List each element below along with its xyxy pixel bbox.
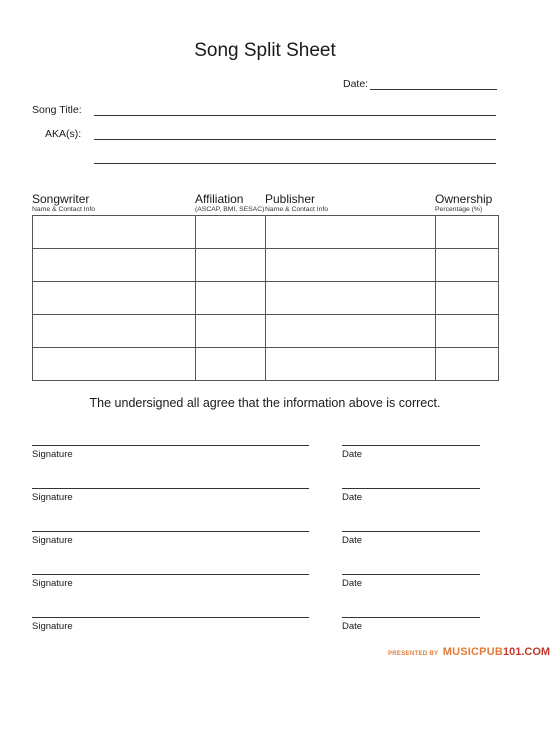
date-line[interactable] xyxy=(342,531,480,532)
date-field-label: Date xyxy=(342,492,363,503)
date-field-label: Date xyxy=(342,535,363,546)
header-ownership xyxy=(435,192,492,213)
songwriter-cell[interactable] xyxy=(33,315,196,348)
header-affiliation-sub: (ASCAP, BMI, SESAC) xyxy=(195,206,265,213)
date-field-label: Date xyxy=(342,449,363,460)
publisher-cell[interactable] xyxy=(266,348,436,381)
song-title-field[interactable] xyxy=(94,115,496,116)
brand-name: MUSICPUB xyxy=(442,646,504,658)
table-row xyxy=(33,249,499,282)
signature-label: Signature xyxy=(32,492,73,503)
ownership-cell[interactable] xyxy=(436,315,499,348)
ownership-cell[interactable] xyxy=(436,282,499,315)
table-row xyxy=(33,315,499,348)
header-songwriter-sub: Name & Contact Info xyxy=(32,206,96,213)
signature-label: Signature xyxy=(32,578,73,589)
brand-domain: 101.COM xyxy=(503,646,550,658)
affiliation-cell[interactable] xyxy=(196,216,266,249)
header-ownership-sub: Percentage (%) xyxy=(435,206,483,213)
page-title: Song Split Sheet xyxy=(194,40,336,61)
table-row xyxy=(33,348,499,381)
aka-field-2[interactable] xyxy=(94,163,496,164)
affiliation-cell[interactable] xyxy=(196,348,266,381)
header-publisher xyxy=(265,192,328,213)
publisher-cell[interactable] xyxy=(266,315,436,348)
signature-label: Signature xyxy=(32,535,73,546)
header-affiliation-label: Affiliation xyxy=(195,192,244,206)
songwriter-cell[interactable] xyxy=(33,249,196,282)
ownership-cell[interactable] xyxy=(436,216,499,249)
header-affiliation xyxy=(195,192,264,213)
table-row xyxy=(33,282,499,315)
date-line[interactable] xyxy=(342,617,480,618)
header-publisher-label: Publisher xyxy=(265,192,316,206)
songwriter-cell[interactable] xyxy=(33,282,196,315)
signature-line[interactable] xyxy=(32,445,309,446)
table-row xyxy=(33,216,499,249)
date-label: Date: xyxy=(343,78,369,90)
signature-label: Signature xyxy=(32,449,73,460)
date-field-label: Date xyxy=(342,578,363,589)
split-table xyxy=(32,215,499,381)
date-line[interactable] xyxy=(342,488,480,489)
date-field[interactable] xyxy=(370,89,497,90)
songwriter-cell[interactable] xyxy=(33,348,196,381)
affiliation-cell[interactable] xyxy=(196,249,266,282)
date-line[interactable] xyxy=(342,574,480,575)
date-line[interactable] xyxy=(342,445,480,446)
publisher-cell[interactable] xyxy=(266,249,436,282)
publisher-cell[interactable] xyxy=(266,282,436,315)
aka-label: AKA(s): xyxy=(45,128,82,140)
affiliation-cell[interactable] xyxy=(196,315,266,348)
signature-line[interactable] xyxy=(32,574,309,575)
signature-line[interactable] xyxy=(32,488,309,489)
header-songwriter-label: Songwriter xyxy=(32,192,90,206)
songwriter-cell[interactable] xyxy=(33,216,196,249)
header-songwriter xyxy=(32,192,95,213)
signature-line[interactable] xyxy=(32,531,309,532)
ownership-cell[interactable] xyxy=(436,249,499,282)
brand-prefix: PRESENTED BY xyxy=(388,651,439,657)
signature-line[interactable] xyxy=(32,617,309,618)
publisher-cell[interactable] xyxy=(266,216,436,249)
header-ownership-label: Ownership xyxy=(435,192,493,206)
header-publisher-sub: Name & Contact Info xyxy=(265,206,329,213)
aka-field-1[interactable] xyxy=(94,139,496,140)
ownership-cell[interactable] xyxy=(436,348,499,381)
brand-logo xyxy=(388,642,550,660)
affiliation-cell[interactable] xyxy=(196,282,266,315)
signature-label: Signature xyxy=(32,621,73,632)
agreement-text: The undersigned all agree that the information above is correct. xyxy=(89,396,441,410)
date-field-label: Date xyxy=(342,621,363,632)
song-title-label: Song Title: xyxy=(32,104,82,116)
